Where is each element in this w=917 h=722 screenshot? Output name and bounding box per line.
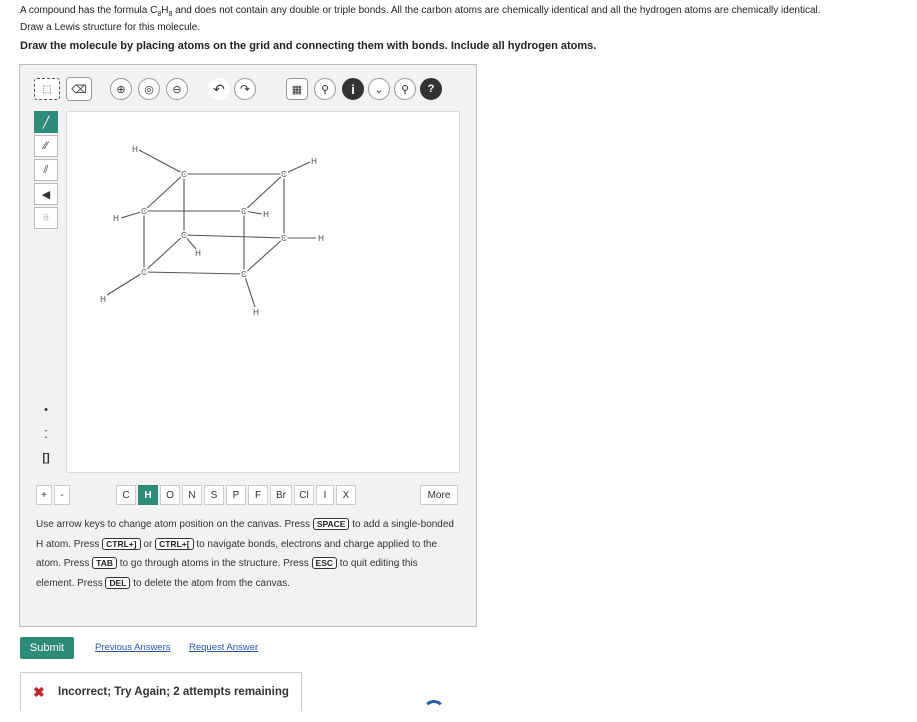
atom-button-cl[interactable]: Cl xyxy=(294,485,314,505)
carbon-atom[interactable]: C xyxy=(181,170,187,179)
help-text: to add a single-bonded H atom. Press xyxy=(36,519,454,550)
key-ctrl-bracket-right: CTRL+] xyxy=(102,538,140,550)
help-text: or xyxy=(140,538,156,550)
undo-icon[interactable]: ↶ xyxy=(208,78,230,100)
hydrogen-atom[interactable]: H xyxy=(195,249,201,258)
atom-button-o[interactable]: O xyxy=(160,485,180,505)
hydrogen-atom[interactable]: H xyxy=(100,295,106,304)
bond[interactable] xyxy=(244,174,284,211)
single-bond-tool[interactable]: ╱ xyxy=(34,111,58,133)
hint-icon[interactable]: ⚲ xyxy=(314,78,336,100)
bond[interactable] xyxy=(144,272,244,274)
key-ctrl-bracket-left: CTRL+[ xyxy=(155,538,193,550)
double-bond-tool[interactable]: ∕∕ xyxy=(34,135,58,157)
request-answer-link[interactable]: Request Answer xyxy=(189,642,259,653)
editor-toolbar xyxy=(20,65,476,113)
triple-bond-tool[interactable]: ⫽ xyxy=(34,159,58,181)
help-icon[interactable]: ? xyxy=(420,78,442,100)
molecule-editor xyxy=(19,64,477,627)
formula-carbon: C xyxy=(150,5,158,16)
carbon-atom[interactable]: C xyxy=(141,207,147,216)
hydrogen-atom[interactable]: H xyxy=(253,308,259,317)
atom-button-p[interactable]: P xyxy=(226,485,246,505)
formula-carbon-count: 8 xyxy=(157,11,162,18)
key-space: SPACE xyxy=(313,518,350,530)
x-icon: ✖ xyxy=(33,684,45,700)
carbon-atom[interactable]: C xyxy=(281,234,287,243)
formula xyxy=(150,5,172,16)
bond[interactable] xyxy=(284,162,310,174)
loading-spinner-icon xyxy=(423,700,445,722)
feedback-message: Incorrect; Try Again; 2 attempts remaining xyxy=(58,686,289,698)
hydrogen-atom[interactable]: H xyxy=(132,145,138,154)
help-text: to delete the atom from the canvas. xyxy=(130,577,291,589)
zoom-out-icon[interactable]: ⊖ xyxy=(166,78,188,100)
more-atoms-button[interactable]: More xyxy=(420,485,458,505)
bond[interactable] xyxy=(139,150,184,174)
bond[interactable] xyxy=(107,272,144,295)
atom-button-x[interactable]: X xyxy=(336,485,356,505)
bond[interactable] xyxy=(184,235,284,238)
template-icon[interactable]: ▦ xyxy=(286,78,308,100)
wedge-bond-tool[interactable]: ◀ xyxy=(34,183,58,205)
carbon-atom[interactable]: C xyxy=(241,270,247,279)
lone-pair-tool[interactable]: ⁚ xyxy=(44,428,48,441)
help-text: to navigate bonds, electrons and charge applied to the atom. Press xyxy=(36,538,438,569)
hydrogen-atom[interactable]: H xyxy=(263,210,269,219)
drawing-canvas[interactable] xyxy=(66,111,460,473)
carbon-atom[interactable]: C xyxy=(241,207,247,216)
key-tab: TAB xyxy=(92,557,117,569)
magnify-icon[interactable]: ⚲ xyxy=(394,78,416,100)
hash-bond-tool[interactable]: ⦙⦙⦙ xyxy=(34,207,58,229)
radical-tool[interactable]: • xyxy=(44,404,48,416)
previous-answers-link[interactable]: Previous Answers xyxy=(95,642,171,653)
hydrogen-atom[interactable]: H xyxy=(311,157,317,166)
atom-button-h[interactable]: H xyxy=(138,485,158,505)
bond[interactable] xyxy=(244,238,284,274)
bond[interactable] xyxy=(144,174,184,211)
atom-button-br[interactable]: Br xyxy=(270,485,292,505)
molecule-structure xyxy=(67,112,459,472)
atom-button-s[interactable]: S xyxy=(204,485,224,505)
key-esc: ESC xyxy=(312,557,337,569)
submit-button[interactable]: Submit xyxy=(20,637,74,659)
select-icon[interactable]: ⬚ xyxy=(34,78,60,100)
keyboard-help-text xyxy=(36,515,456,593)
hydrogen-atom[interactable]: H xyxy=(113,214,119,223)
zoom-reset-icon[interactable]: ◎ xyxy=(138,78,160,100)
bond[interactable] xyxy=(144,235,184,272)
help-text: Use arrow keys to change atom position on the canvas. Press xyxy=(36,519,313,530)
atom-button-i[interactable]: I xyxy=(316,485,334,505)
atom-button-n[interactable]: N xyxy=(182,485,202,505)
key-del: DEL xyxy=(105,577,130,589)
help-text: to go through atoms in the structure. Press xyxy=(116,558,312,569)
feedback-box xyxy=(20,672,302,711)
redo-icon[interactable]: ↷ xyxy=(234,78,256,100)
question-task: Draw a Lewis structure for this molecule. xyxy=(20,22,201,33)
carbon-atom[interactable]: C xyxy=(181,231,187,240)
zoom-in-icon[interactable]: ⊕ xyxy=(110,78,132,100)
charge-minus-button[interactable]: - xyxy=(54,485,70,505)
question-intro: A compound has the formula xyxy=(20,5,151,16)
carbon-atom[interactable]: C xyxy=(141,268,147,277)
hydrogen-atom[interactable]: H xyxy=(318,234,324,243)
expand-icon[interactable]: ⌄ xyxy=(368,78,390,100)
question-constraints: and does not contain any double or triple bonds. All the carbon atoms are chemically identical and all the hydrogen atoms are chemically identical. xyxy=(172,5,821,16)
carbon-atom[interactable]: C xyxy=(281,170,287,179)
formula-hydrogen: H xyxy=(161,5,169,16)
eraser-icon[interactable]: ⌫ xyxy=(66,77,92,101)
question-text xyxy=(20,4,905,34)
info-icon[interactable]: i xyxy=(342,78,364,100)
drawing-instruction: Draw the molecule by placing atoms on the grid and connecting them with bonds. Include all hydrogen atoms. xyxy=(20,40,597,52)
atom-button-f[interactable]: F xyxy=(248,485,268,505)
charge-plus-button[interactable]: + xyxy=(36,485,52,505)
atom-button-c[interactable]: C xyxy=(116,485,136,505)
formula-hydrogen-count: 8 xyxy=(168,11,173,18)
brackets-tool[interactable]: [] xyxy=(42,452,50,464)
atom-selector-bar xyxy=(36,485,462,507)
help-text: to quit editing this element. Press xyxy=(36,558,418,589)
